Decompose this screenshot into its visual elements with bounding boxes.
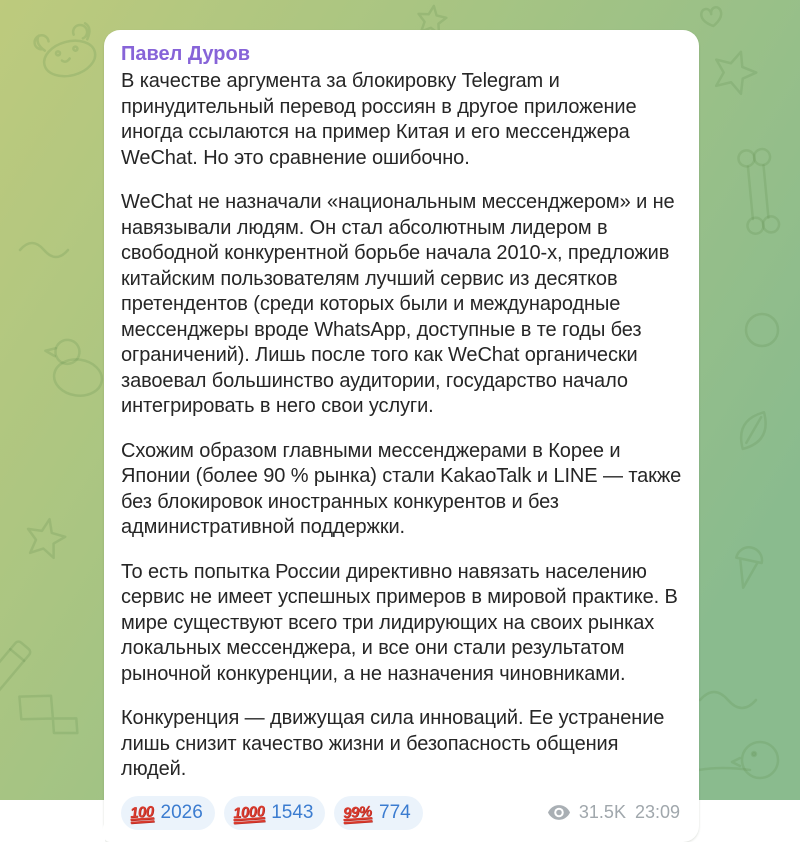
author-name[interactable]: Павел Дуров [121, 43, 250, 65]
bubble-tail [89, 821, 105, 842]
message-bubble [104, 30, 699, 842]
paragraph: Схожим образом главными мессенджерами в Корее и Японии (более 90 % рынка) стали KakaoTalk и LINE — также без блокировок иностранных конкурентов и без административной поддержки. [121, 439, 682, 538]
message-text [121, 69, 682, 783]
thousand-points-emoji-icon: 1000 [232, 802, 265, 823]
hundred-points-emoji-icon: 100 [129, 803, 155, 822]
views-eye-icon [548, 805, 570, 820]
views-count: 31.5K [578, 802, 626, 822]
paragraph: WeChat не назначали «национальным мессенджером» и не навязывали людям. Он стал абсолютным лидером в свободной конкурентной борьбе начала 2010-х, предложив китайским пользователям лучший сервис из десятков претендентов (среди которых были и международные мессенджеры вроде WhatsApp, доступные в те годы без ограничений). Лишь после того как WeChat органически завоевал большинство аудитории, государство начало интегрировать в него свои услуги. [121, 191, 675, 417]
message-meta [548, 802, 682, 823]
reactions-row [121, 796, 548, 830]
reaction-count: 1543 [271, 801, 314, 823]
paragraph: Конкуренция — движущая сила инноваций. Ее устранение лишь снизит качество жизни и безопасность общения людей. [121, 707, 665, 780]
reaction-count: 774 [379, 801, 411, 823]
message-footer [121, 796, 682, 830]
paragraph: В качестве аргумента за блокировку Telegram и принудительный перевод россиян в другое приложение иногда ссылаются на пример Китая и его мессенджера WeChat. Но это сравнение ошибочно. [121, 70, 637, 169]
paragraph: То есть попытка России директивно навязать населению сервис не имеет успешных примеров в мировой практике. В мире существуют всего три лидирующих на своих рынках локальных мессенджера, и все они стали результатом рыночной конкуренции, а не назначения чиновниками. [121, 560, 678, 685]
reaction-pill-1000[interactable] [224, 796, 326, 830]
reaction-pill-100[interactable] [121, 796, 215, 830]
ninety-nine-percent-emoji-icon: 99% [342, 803, 373, 822]
reaction-count: 2026 [160, 801, 203, 823]
reaction-pill-99[interactable] [334, 796, 422, 830]
message-time: 23:09 [634, 802, 680, 822]
